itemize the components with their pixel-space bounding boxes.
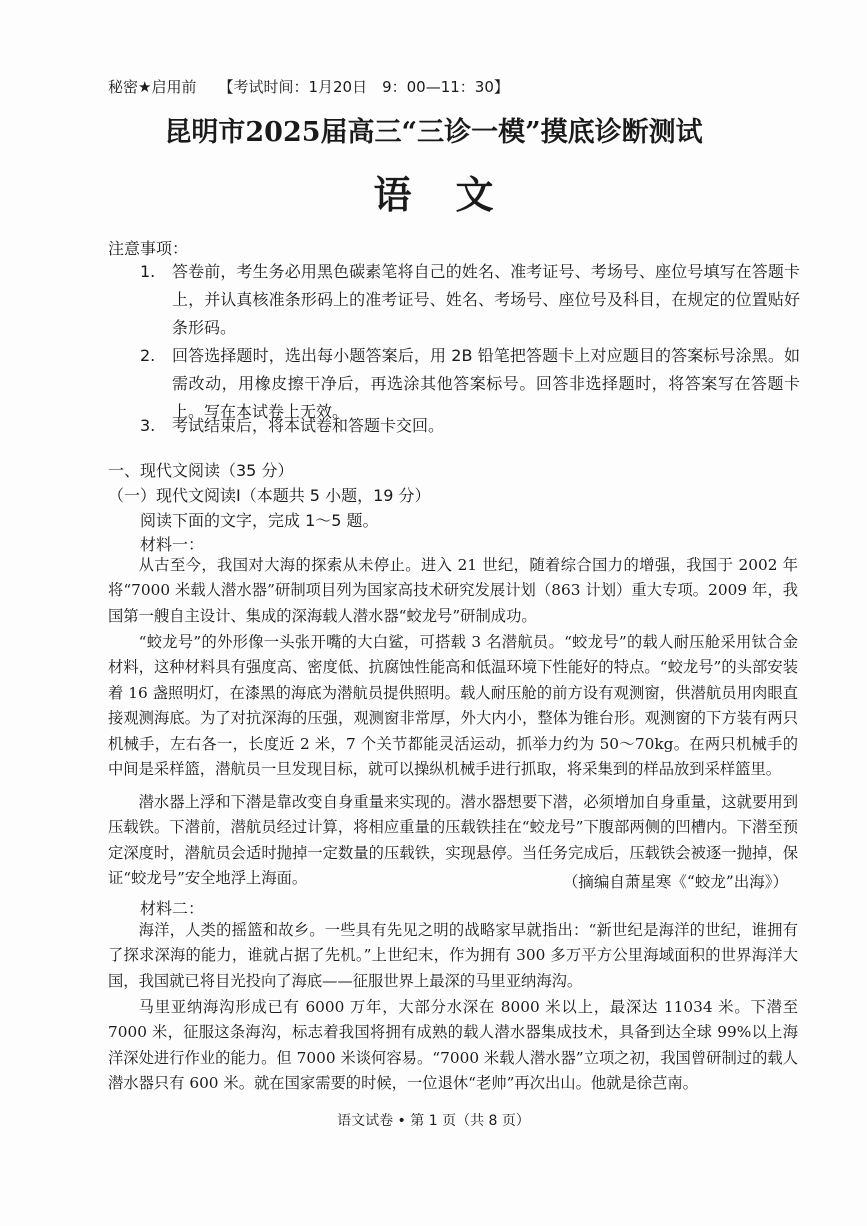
confidential-label: 秘密★启用前 <box>108 78 197 96</box>
part-title: 一、现代文阅读（35 分） <box>108 461 294 480</box>
material-paragraph: 从古至今，我国对大海的探索从未停止。进入 21 世纪，随着综合国力的增强，我国于 2002 年将“7000 米载人潜水器”研制项目列为国家高技术研究发展计划（863 计划）重大专项。2009 年，我国第一艘自主设计、集成的深海载人潜水器“蛟龙号”研制成功。 <box>108 556 798 625</box>
notice-item-text: 答卷前，考生务必用黑色碳素笔将自己的姓名、准考证号、考场号、座位号填写在答题卡上，并认真核准条形码上的准考证号、姓名、考场号、座位号及科目，在规定的位置贴好条形码。 <box>172 262 800 337</box>
exam-header <box>108 76 509 97</box>
exam-time: 【考试时间：1月20日 9：00—11：30】 <box>218 78 509 96</box>
material-paragraph: 海洋，人类的摇篮和故乡。一些具有先见之明的战略家早就指出：“新世纪是海洋的世纪，谁拥有了探求深海的能力，谁就占据了先机。”上世纪末，作为拥有 300 多万平方公里海域面积的世界海洋大国，我国就已将目光投向了海底——征服世界上最深的马里亚纳海沟。 <box>108 921 798 990</box>
material-source: （摘编自萧星寒《“蛟龙”出海》） <box>562 873 788 891</box>
notice-heading: 注意事项： <box>108 239 189 258</box>
material-paragraph: 马里亚纳海沟形成已有 6000 万年，大部分水深在 8000 米以上，最深达 11034 米。下潜至 7000 米，征服这条海沟，标志着我国将拥有成熟的载人潜水器集成技术，具备到达全球 99%以上海洋深处进行作业的能力。但 7000 米谈何容易。“7000 米载人潜水器”立项之初，我国曾研制过的载人潜水器只有 600 米。就在国家需要的时候，一位退休“老帅”再次出山。他就是徐芑南。 <box>108 998 798 1093</box>
notice-item-number: 1. <box>140 262 156 281</box>
material-paragraph: 潜水器上浮和下潜是靠改变自身重量来实现的。潜水器想要下潜，必须增加自身重量，这就要用到压载铁。下潜前，潜航员经过计算，将相应重量的压载铁挂在“蛟龙号”下腹部两侧的凹槽内。下潜至预定深度时，潜航员会适时抛掉一定数量的压载铁，实现悬停。当任务完成后，压载铁会被逐一抛掉，保证“蛟龙号”安全地浮上海面。 <box>108 793 798 888</box>
reading-instruction: 阅读下面的文字，完成 1～5 题。 <box>140 511 379 530</box>
notice-item <box>140 258 800 342</box>
notice-item-number: 2. <box>140 346 156 365</box>
notice-item <box>140 412 800 440</box>
material-1-label: 材料一： <box>140 535 205 554</box>
sub-section-title: （一）现代文阅读Ⅰ（本题共 5 小题，19 分） <box>108 486 431 505</box>
page-footer: 语文试卷 • 第 1 页（共 8 页） <box>337 1113 530 1129</box>
notice-item-text: 回答选择题时，选出每小题答案后，用 2B 铅笔把答题卡上对应题目的答案标号涂黑。如需改动，用橡皮擦干净后，再选涂其他答案标号。回答非选择题时，将答案写在答题卡上。写在本试卷上无效。 <box>172 346 800 421</box>
exam-title: 昆明市2025届高三“三诊一模”摸底诊断测试 <box>164 117 703 148</box>
subject-title: 语文 <box>373 172 538 217</box>
notice-item-text: 考试结束后，将本试卷和答题卡交回。 <box>172 416 445 435</box>
notice-item-number: 3. <box>140 416 156 435</box>
material-paragraph: “蛟龙号”的外形像一头张开嘴的大白鲨，可搭载 3 名潜航员。“蛟龙号”的载人耐压舱采用钛合金材料，这种材料具有强度高、密度低、抗腐蚀性能高和低温环境下性能好的特点。“蛟龙号”的头部安装着 16 盏照明灯，在漆黑的海底为潜航员提供照明。载人耐压舱的前方设有观测窗，供潜航员用肉眼直接观测海底。为了对抗深海的压强，观测窗非常厚，外大内小，整体为锥台形。观测窗的下方装有两只机械手，左右各一，长度近 2 米，7 个关节都能灵活运动，抓举力约为 50～70kg。在两只机械手的中间是采样篮，潜航员一旦发现目标，就可以操纵机械手进行抓取，将采集到的样品放到采样篮里。 <box>108 633 798 779</box>
material-2-label: 材料二： <box>140 899 205 918</box>
